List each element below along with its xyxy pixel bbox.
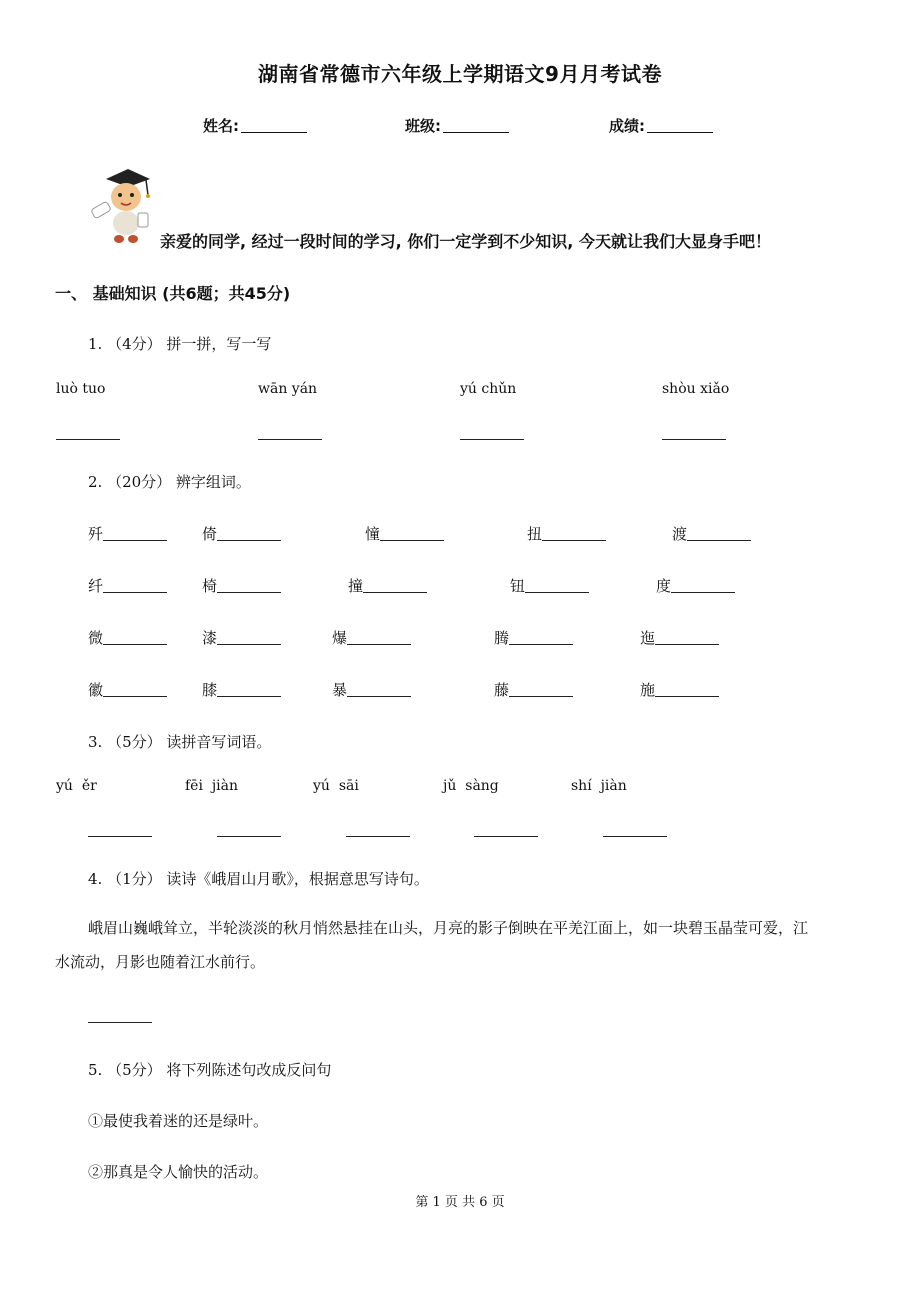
q2-char: 藤 bbox=[494, 679, 573, 700]
q1-answer-blank bbox=[662, 439, 726, 440]
q3-pinyin: fēi jiàn bbox=[185, 778, 239, 794]
q2-char: 扭 bbox=[527, 523, 606, 544]
q3-pinyin: shí jiàn bbox=[571, 778, 627, 794]
name-blank bbox=[241, 118, 307, 133]
section-heading: 一、 基础知识 (共6题；共45分) bbox=[55, 284, 291, 303]
q2-char: 腾 bbox=[494, 627, 573, 648]
q1-pinyin: yú chǔn bbox=[460, 381, 517, 397]
page-title: 湖南省常德市六年级上学期语文9月月考试卷 bbox=[258, 62, 662, 86]
q4-line-2: 水流动，月影也随着江水前行。 bbox=[55, 953, 266, 971]
class-blank bbox=[443, 118, 509, 133]
class-field bbox=[405, 115, 509, 136]
greeting-text: 亲爱的同学, 经过一段时间的学习, 你们一定学到不少知识, 今天就让我们大显身手吧！ bbox=[160, 232, 771, 251]
q2-char: 撞 bbox=[348, 575, 427, 596]
q3-answer-blank bbox=[346, 836, 410, 837]
graduate-mascot-icon bbox=[88, 165, 154, 245]
q3-answer-blank bbox=[603, 836, 667, 837]
q4-line-1: 峨眉山巍峨耸立，半轮淡淡的秋月悄然悬挂在山头，月亮的影子倒映在平羌江面上，如一块碧玉晶莹可爱，江 bbox=[88, 919, 809, 937]
q2-char: 微 bbox=[88, 627, 167, 648]
q1-answer-blank bbox=[258, 439, 322, 440]
q2-char: 施 bbox=[640, 679, 719, 700]
q2-char: 钮 bbox=[510, 575, 589, 596]
q2-char: 椅 bbox=[202, 575, 281, 596]
q2-char: 暴 bbox=[332, 679, 411, 700]
question-5-label: 5. （5分） 将下列陈述句改成反问句 bbox=[88, 1061, 332, 1079]
q1-answer-blank bbox=[460, 439, 524, 440]
q5-item-2: ②那真是令人愉快的活动。 bbox=[88, 1163, 269, 1181]
question-2-label: 2. （20分） 辨字组词。 bbox=[88, 473, 251, 491]
q3-answer-blank bbox=[88, 836, 152, 837]
question-3-label: 3. （5分） 读拼音写词语。 bbox=[88, 733, 272, 751]
q2-char: 迤 bbox=[640, 627, 719, 648]
question-1-label: 1. （4分） 拼一拼，写一写 bbox=[88, 335, 272, 353]
q1-pinyin: shòu xiǎo bbox=[662, 381, 730, 397]
q2-char: 憧 bbox=[365, 523, 444, 544]
class-label: 班级: bbox=[405, 117, 441, 135]
q1-answer-blank bbox=[56, 439, 120, 440]
page-footer: 第 1 页 共 6 页 bbox=[415, 1195, 505, 1210]
q5-item-1: ①最使我着迷的还是绿叶。 bbox=[88, 1112, 269, 1130]
score-label: 成绩: bbox=[609, 117, 645, 135]
q2-char: 爆 bbox=[332, 627, 411, 648]
q1-pinyin: wān yán bbox=[258, 381, 318, 397]
q2-char: 歼 bbox=[88, 523, 167, 544]
q1-pinyin: luò tuo bbox=[56, 381, 106, 397]
q4-description bbox=[55, 911, 868, 979]
q3-answer-blank bbox=[474, 836, 538, 837]
q2-char: 膝 bbox=[202, 679, 281, 700]
q3-pinyin: jǔ sàng bbox=[443, 778, 499, 794]
score-field bbox=[609, 115, 713, 136]
question-4-label: 4. （1分） 读诗《峨眉山月歌》，根据意思写诗句。 bbox=[88, 870, 429, 888]
q4-answer-blank bbox=[88, 1022, 152, 1023]
q2-char: 度 bbox=[656, 575, 735, 596]
name-label: 姓名: bbox=[203, 117, 239, 135]
q2-char: 徽 bbox=[88, 679, 167, 700]
q3-pinyin: yú sāi bbox=[313, 778, 359, 794]
q2-char: 倚 bbox=[202, 523, 281, 544]
name-field bbox=[203, 115, 307, 136]
q3-pinyin: yú ěr bbox=[56, 778, 97, 794]
score-blank bbox=[647, 118, 713, 133]
q2-char: 漆 bbox=[202, 627, 281, 648]
q2-char: 纤 bbox=[88, 575, 167, 596]
q3-answer-blank bbox=[217, 836, 281, 837]
q2-char: 渡 bbox=[672, 523, 751, 544]
